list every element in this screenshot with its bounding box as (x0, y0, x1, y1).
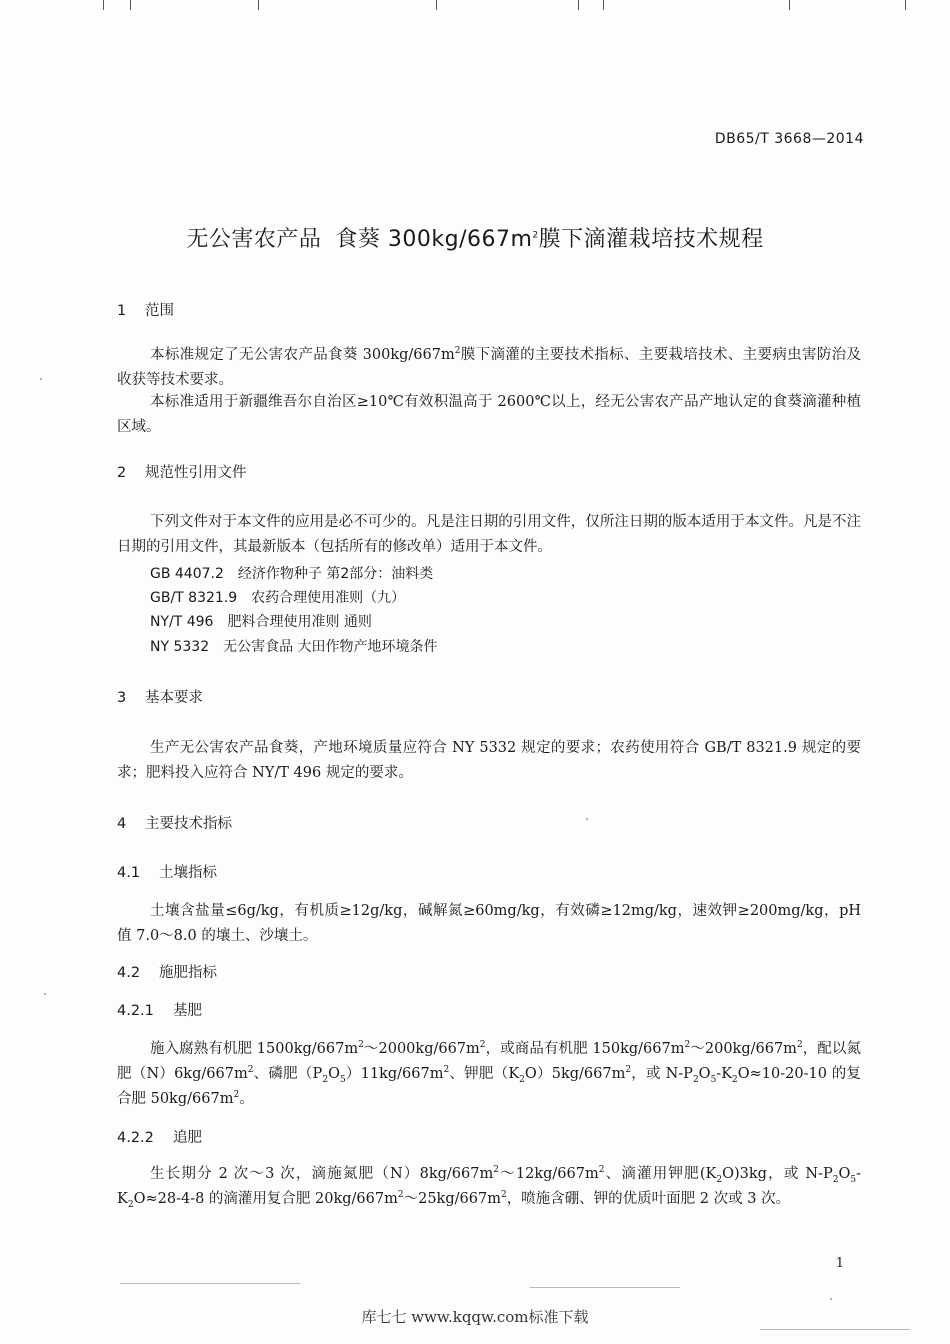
scan-tick (130, 0, 131, 10)
scan-tick (103, 0, 104, 10)
section-4-2-heading: 4.2 施肥指标 (117, 965, 217, 981)
reference-item: GB 4407.2 经济作物种子 第2部分：油料类 (150, 566, 434, 582)
watermark-text: 库七七 www.kqqw.com标准下载 (361, 1308, 589, 1326)
scan-artifact-line (120, 1283, 300, 1284)
section-2-heading: 2 规范性引用文件 (117, 465, 247, 481)
scan-tick (789, 0, 790, 10)
scan-speck (586, 818, 588, 820)
scan-tick (578, 0, 579, 10)
section-4-heading: 4 主要技术指标 (117, 816, 232, 832)
reference-item: GB/T 8321.9 农药合理使用准则（九） (150, 590, 406, 606)
section-1-paragraph-2: 本标准适用于新疆维吾尔自治区≥10℃有效积温高于 2600℃以上，经无公害农产品产地认定的食葵滴灌种植区域。 (117, 394, 861, 435)
reference-item: NY/T 496 肥料合理使用准则 通则 (150, 614, 372, 630)
reference-item: NY 5332 无公害食品 大田作物产地环境条件 (150, 639, 438, 655)
scan-speck (40, 378, 42, 380)
scan-tick (905, 0, 906, 10)
document-title: 无公害农产品 食葵 $300kg/667m^2$膜下滴灌栽培技术规程 (186, 227, 764, 252)
scan-artifact-line (760, 1329, 910, 1330)
scan-tick (603, 0, 604, 10)
section-1-paragraph-1: 本标准规定了无公害农产品食葵 $300kg/667m^2$膜下滴灌的主要技术指标、主要栽培技术、主要病虫害防治及收获等技术要求。 (117, 346, 861, 388)
section-4-2-2-heading: 4.2.2 追肥 (117, 1130, 202, 1146)
section-4-2-2-paragraph: 生长期分 2 次～3 次，滴施氮肥$(N)8kg/667m^2\sim 12kg/667m^2$、滴灌用钾肥$(K_2O)3kg$，或 $N-P_2O_5-K_2O\approx 28-4-8$ 的滴灌用复合肥 $20kg/667m^2\sim 25kg/667m^2$，喷施含硼、钾的优质叶面肥 2 次或 3 次。 (117, 1165, 861, 1210)
section-4-2-1-paragraph: 施入腐熟有机肥 $1500kg/667m^2\sim 2000kg/667m^2$，或商品有机肥 $150kg/667m^2\sim 200kg/667m^2$，配以氮肥$(N)6kg/667m^2$、磷肥$(P_2O_5)11kg/667m^2$、钾肥$(K_2O)5kg/667m^2$，或 $N-P_2O_5-K_2O\approx 10-20-10$ 的复合肥 $50kg/667m^2$。 (117, 1040, 862, 1107)
section-4-1-heading: 4.1 土壤指标 (117, 865, 217, 881)
section-2-paragraph: 下列文件对于本文件的应用是必不可少的。凡是注日期的引用文件，仅所注日期的版本适用于本文件。凡是不注日期的引用文件，其最新版本（包括所有的修改单）适用于本文件。 (117, 514, 861, 555)
section-3-heading: 3 基本要求 (117, 690, 203, 706)
scan-tick (258, 0, 259, 10)
section-1-heading: 1 范围 (117, 303, 174, 319)
scan-artifact-line (530, 1287, 680, 1288)
scan-tick (436, 0, 437, 10)
scan-speck (830, 1298, 832, 1300)
scan-speck (44, 993, 46, 995)
section-4-1-paragraph: 土壤含盐量≤6g/kg，有机质≥12g/kg，碱解氮≥60mg/kg，有效磷≥12mg/kg，速效钾≥200mg/kg，pH 值 7.0～8.0 的壤土、沙壤土。 (117, 903, 861, 944)
section-4-2-1-heading: 4.2.1 基肥 (117, 1003, 202, 1019)
standard-number: DB65/T 3668—2014 (714, 131, 864, 147)
section-3-paragraph: 生产无公害农产品食葵，产地环境质量应符合 NY 5332 规定的要求；农药使用符合 GB/T 8321.9 规定的要求；肥料投入应符合 NY/T 496 规定的要求。 (117, 740, 861, 781)
page-number: 1 (835, 1256, 844, 1271)
